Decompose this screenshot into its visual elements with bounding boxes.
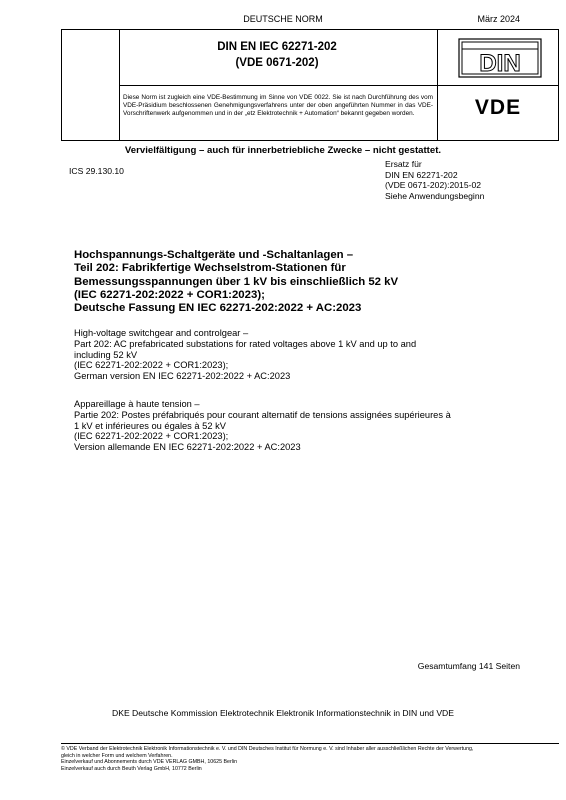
header-date: März 2024 [477,14,520,24]
replacement-line: Siehe Anwendungsbeginn [385,190,485,201]
title-box-divider-horizontal [119,85,559,86]
header-standard-type: DEUTSCHE NORM [243,14,323,24]
replacement-line: (VDE 0671-202):2015-02 [385,180,482,190]
ics-code: ICS 29.130.10 [69,166,124,176]
title-french-line: Version allemande EN IEC 62271-202:2022 + AC:2023 [74,442,301,453]
title-english-line: High-voltage switchgear and controlgear – [74,328,249,338]
title-german-line: Bemessungsspannungen über 1 kV bis einschließlich 52 kV [74,275,399,288]
title-german-line: (IEC 62271-202:2022 + COR1:2023); [74,288,265,301]
document-number-din: DIN EN IEC 62271-202 [217,41,337,53]
title-german-line: Deutsche Fassung EN IEC 62271-202:2022 + AC:2023 [74,302,362,315]
total-pages: Gesamtumfang 141 Seiten [417,661,520,671]
footer-line: Einzelverkauf und Abonnements durch VDE VERLAG GMBH, 10625 Berlin [61,759,238,766]
title-french-line: Appareillage à haute tension – [74,399,200,409]
footer-line: © VDE Verband der Elektrotechnik Elektronik Informationstechnik e. V. und DIN Deutsches Institut für Normung e. V. sind Inhaber aller ausschließlichen Rechte der Verwertung, [61,746,474,752]
document-number-vde: (VDE 0671-202) [235,57,319,69]
title-french [74,399,534,453]
dke-statement: DKE Deutsche Kommission Elektrotechnik Elektronik Informationstechnik in DIN und VDE [112,708,454,718]
replacement-line: Ersatz für [385,159,422,169]
footer-copyright [61,746,561,772]
vde-logo: VDE [474,96,522,119]
title-english [74,328,534,382]
replacement-line: DIN EN 62271-202 [385,169,458,180]
din-logo [458,38,542,83]
copy-notice: Vervielfältigung – auch für innerbetriebliche Zwecke – nicht gestattet. [124,145,442,156]
title-english-line: (IEC 62271-202:2022 + COR1:2023); [74,360,229,371]
title-german-line: Hochspannungs-Schaltgeräte und -Schaltanlagen – [74,249,354,261]
title-english-line: Part 202: AC prefabricated substations for rated voltages above 1 kV and up to and [74,338,417,349]
title-french-line: 1 kV et inférieures ou égales à 52 kV [74,420,226,431]
document-number [120,39,434,71]
vde-note: Diese Norm ist zugleich eine VDE-Bestimmung im Sinne von VDE 0022. Sie ist nach Durchführung des vom VDE-Präsidium beschlossenen Genehmigungsverfahrens unter der oben angeführten Nummer in das VDE-Vorschriftenwerk aufgenommen und in der „etz Elektrotechnik + Automation“ bekannt gegeben worden. [123,94,433,117]
title-german [74,249,524,315]
din-logo-mark [458,38,542,78]
title-english-line: German version EN IEC 62271-202:2022 + AC:2023 [74,371,291,382]
din-logo-text: DIN [479,50,521,77]
footer-line: gleich in welcher Form und welchem Verfahren. [61,752,173,759]
title-french-line: Partie 202: Postes préfabriqués pour courant alternatif de tensions assignées supérieures à [74,409,451,420]
footer-divider [61,743,559,744]
title-german-line: Teil 202: Fabrikfertige Wechselstrom-Stationen für [74,262,346,275]
title-french-line: (IEC 62271-202:2022 + COR1:2023); [74,431,229,442]
footer-line: Einzelverkauf auch durch Beuth Verlag GmbH, 10772 Berlin [61,765,202,772]
replacement-info [385,159,484,201]
title-english-line: including 52 kV [74,349,138,360]
